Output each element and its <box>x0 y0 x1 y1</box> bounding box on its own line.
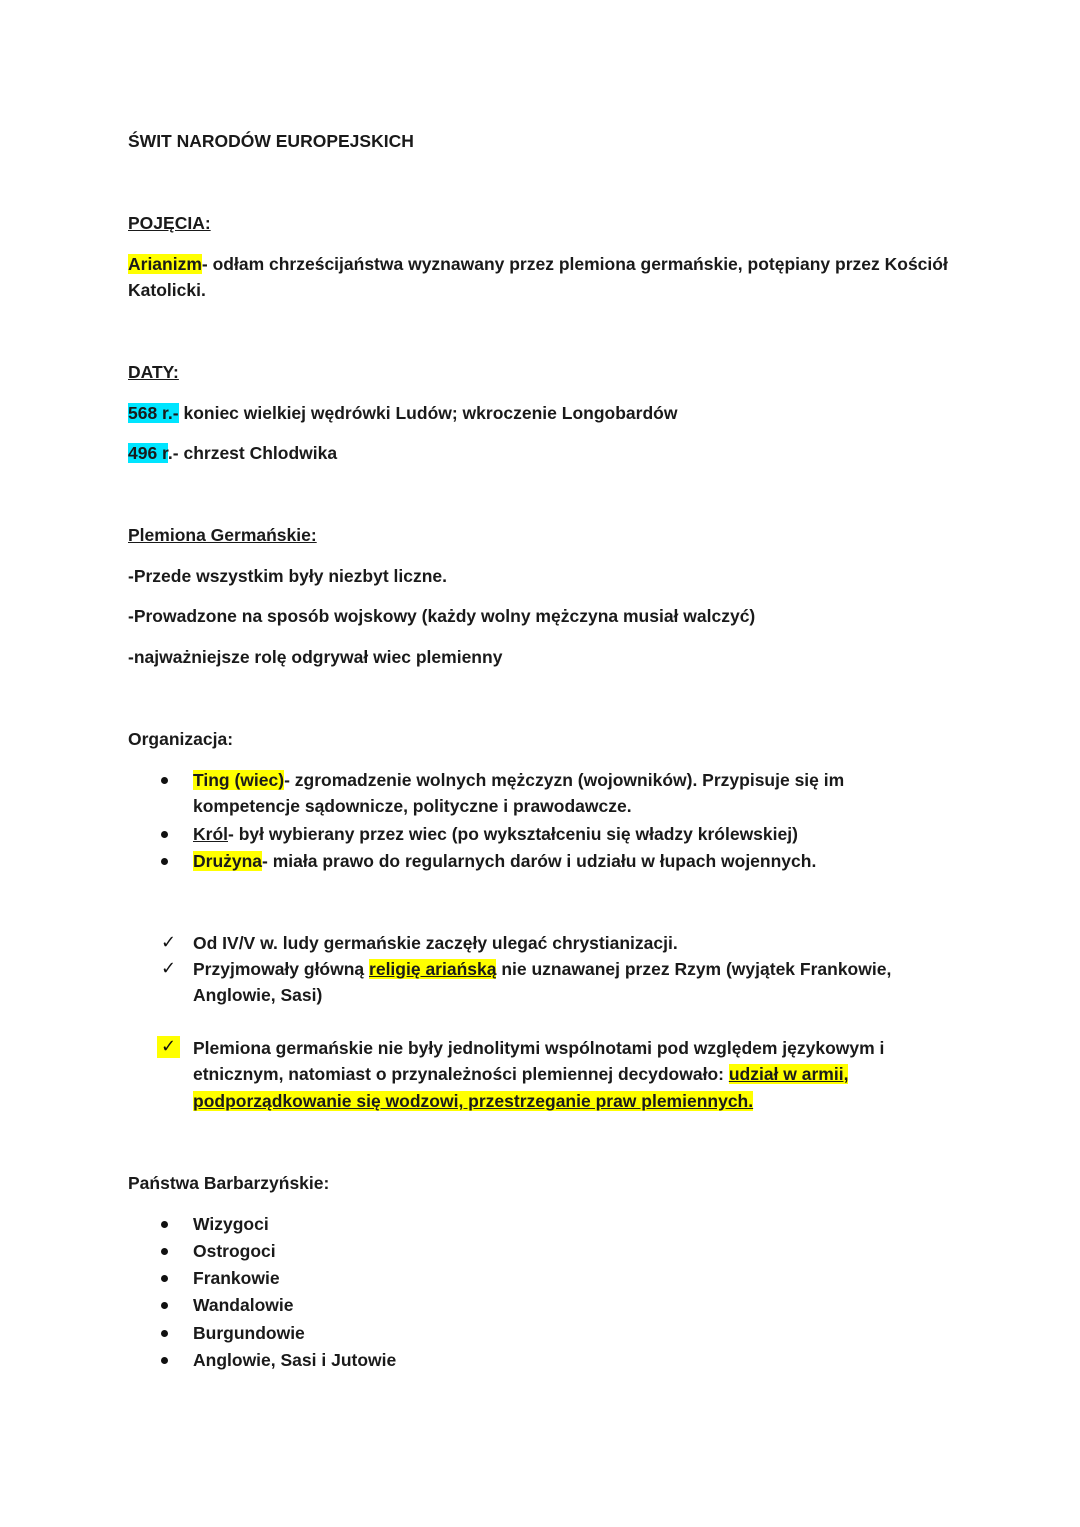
plemiona-line: -najważniejsze rolę odgrywał wiec plemienny <box>128 647 503 667</box>
checkmark-icon: ✓ <box>161 932 177 953</box>
check-highlight: podporządkowanie się wodzowi, przestrzeganie praw plemiennych. <box>193 1091 754 1111</box>
org-item-krol <box>193 821 798 847</box>
check-item-3: Plemiona germańskie nie były jednolitymi wspólnotami pod względem językowym i <box>193 1038 885 1058</box>
check-text: Przyjmowały główną <box>193 959 370 979</box>
section-heading-plemiona: Plemiona Germańskie: <box>128 525 317 545</box>
check-item-3-line2 <box>193 1061 848 1087</box>
date-text: koniec wielkiej wędrówki Ludów; wkroczenie Longobardów <box>178 403 678 423</box>
list-item: Wandalowie <box>193 1295 294 1315</box>
definition-arianizm <box>128 251 948 277</box>
list-item: Burgundowie <box>193 1323 305 1343</box>
plemiona-line: -Prowadzone na sposób wojskowy (każdy wolny mężczyna musiał walczyć) <box>128 606 756 626</box>
definition-continuation: Katolicki. <box>128 280 206 300</box>
bullet-icon <box>161 1275 168 1282</box>
check-item-3-line3 <box>193 1088 753 1114</box>
check-item-1: Od IV/V w. ludy germańskie zaczęły ulegać chrystianizacji. <box>193 933 678 953</box>
bullet-icon <box>161 1330 168 1337</box>
check-item-2-continuation: Anglowie, Sasi) <box>193 985 323 1005</box>
org-term: Ting (wiec) <box>193 770 285 790</box>
org-item-ting <box>193 767 844 793</box>
list-item: Ostrogoci <box>193 1241 276 1261</box>
list-item: Anglowie, Sasi i Jutowie <box>193 1350 397 1370</box>
check-text: etnicznym, natomiast o przynależności plemiennej decydowało: <box>193 1064 729 1084</box>
list-item: Wizygoci <box>193 1214 269 1234</box>
section-heading-organizacja: Organizacja: <box>128 729 234 749</box>
definition-text: - odłam chrześcijaństwa wyznawany przez plemiona germańskie, potępiany przez Kościół <box>201 254 948 274</box>
org-text: - zgromadzenie wolnych mężczyzn (wojowników). Przypisuje się im <box>284 770 845 790</box>
checkmark-icon: ✓ <box>161 958 177 979</box>
check-highlight: udział w armii, <box>728 1064 849 1084</box>
bullet-icon <box>161 1302 168 1309</box>
check-highlight: religię ariańską <box>369 959 497 979</box>
section-heading-pojecia: POJĘCIA: <box>128 213 211 233</box>
term-arianizm: Arianizm <box>128 254 202 274</box>
org-text: - miała prawo do regularnych darów i udziału w łupach wojennych. <box>262 851 817 871</box>
section-heading-panstwa: Państwa Barbarzyńskie: <box>128 1173 330 1193</box>
org-text: - był wybierany przez wiec (po wykształceniu się władzy królewskiej) <box>228 824 798 844</box>
bullet-icon <box>161 777 168 784</box>
checkmark-icon: ✓ <box>157 1036 180 1058</box>
date-item <box>128 440 337 466</box>
check-item-2 <box>193 956 891 982</box>
bullet-icon <box>161 1357 168 1364</box>
bullet-icon <box>161 1221 168 1228</box>
org-term: Król <box>193 824 228 844</box>
page-title: ŚWIT NARODÓW EUROPEJSKICH <box>128 131 414 151</box>
org-item-ting-continuation: kompetencje sądownicze, polityczne i prawodawcze. <box>193 796 632 816</box>
date-year: 496 r <box>128 443 168 463</box>
date-item <box>128 400 677 426</box>
date-year-suffix: . <box>167 443 173 463</box>
plemiona-line: -Przede wszystkim były niezbyt liczne. <box>128 566 447 586</box>
org-item-druzyna <box>193 848 816 874</box>
bullet-icon <box>161 858 168 865</box>
bullet-icon <box>161 831 168 838</box>
check-text: nie uznawanej przez Rzym (wyjątek Frankowie, <box>496 959 892 979</box>
bullet-icon <box>161 1248 168 1255</box>
date-year: 568 r.- <box>128 403 179 423</box>
org-term: Drużyna <box>193 851 263 871</box>
section-heading-daty: DATY: <box>128 362 179 382</box>
date-text: - chrzest Chlodwika <box>172 443 338 463</box>
list-item: Frankowie <box>193 1268 280 1288</box>
